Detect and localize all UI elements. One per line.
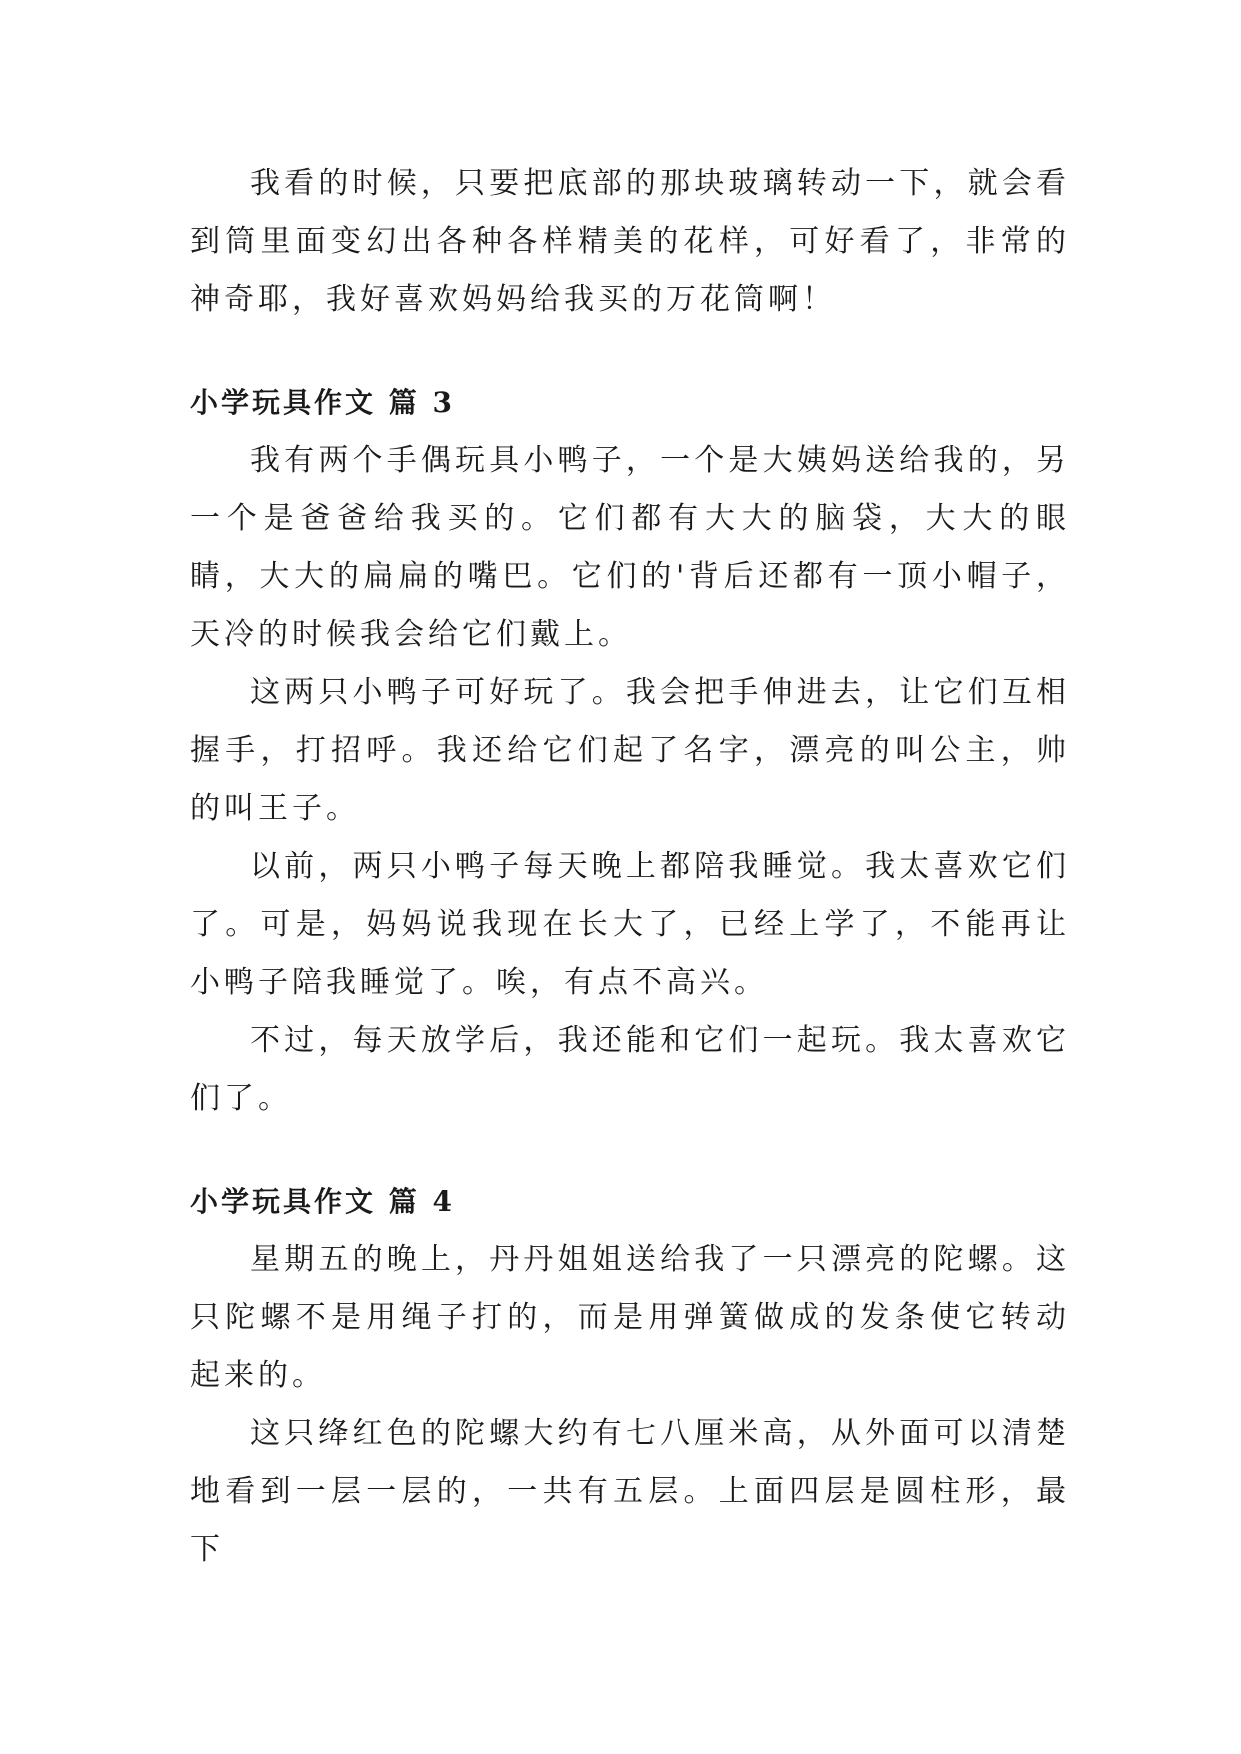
section-3-paragraph-3: 以前，两只小鸭子每天晚上都陪我睡觉。我太喜欢它们了。可是，妈妈说我现在长大了，已经上学了，不能再让小鸭子陪我睡觉了。唉，有点不高兴。 xyxy=(190,849,1070,1000)
section-heading-4: 小学玩具作文 篇 4 xyxy=(190,1185,455,1218)
section-3-paragraph-4: 不过，每天放学后，我还能和它们一起玩。我太喜欢它们了。 xyxy=(190,1023,1070,1116)
section-3-paragraph-1: 我有两个手偶玩具小鸭子，一个是大姨妈送给我的，另一个是爸爸给我买的。它们都有大大的脑袋，大大的眼睛，大大的扁扁的嘴巴。它们的'背后还都有一顶小帽子，天冷的时候我会给它们戴上。 xyxy=(190,443,1070,652)
section-heading-3: 小学玩具作文 篇 3 xyxy=(190,386,455,419)
section-4-paragraph-2: 这只绛红色的陀螺大约有七八厘米高，从外面可以清楚地看到一层一层的，一共有五层。上面四层是圆柱形，最下 xyxy=(190,1416,1070,1567)
section-4-paragraph-1: 星期五的晚上，丹丹姐姐送给我了一只漂亮的陀螺。这只陀螺不是用绳子打的，而是用弹簧做成的发条使它转动起来的。 xyxy=(190,1242,1070,1393)
document-body xyxy=(190,155,1070,1579)
intro-paragraph: 我看的时候，只要把底部的那块玻璃转动一下，就会看到筒里面变幻出各种各样精美的花样，可好看了，非常的神奇耶，我好喜欢妈妈给我买的万花筒啊！ xyxy=(190,166,1070,317)
section-3-paragraph-2: 这两只小鸭子可好玩了。我会把手伸进去，让它们互相握手，打招呼。我还给它们起了名字，漂亮的叫公主，帅的叫王子。 xyxy=(190,675,1070,826)
